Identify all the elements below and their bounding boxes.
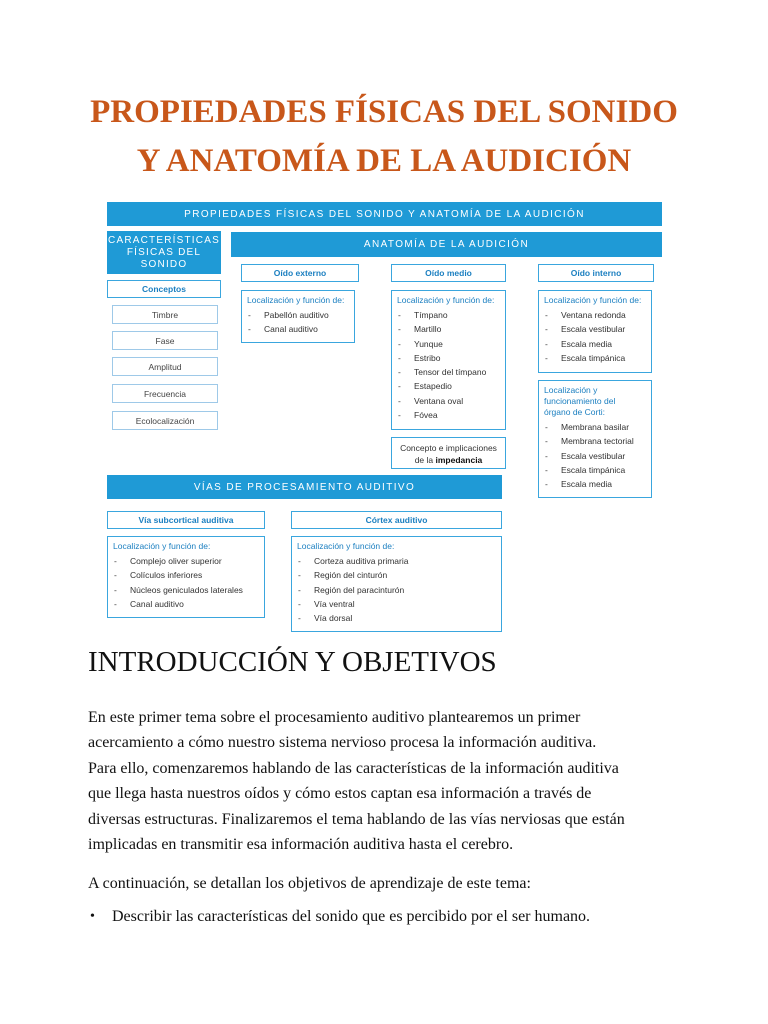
impedancia-box xyxy=(391,437,506,469)
objectives-intro: A continuación, se detallan los objetivos de aprendizaje de este tema: xyxy=(88,875,531,892)
list-item: - Vía ventral xyxy=(298,597,497,611)
list-item: - Escala timpánica xyxy=(545,351,647,365)
list-item: - Región del paracinturón xyxy=(298,583,497,597)
concept-ecolocalizacion: Ecolocalización xyxy=(112,411,218,430)
conceptos-header: Conceptos xyxy=(107,280,221,298)
vias-bar: VÍAS DE PROCESAMIENTO AUDITIVO xyxy=(107,475,502,499)
list-item: - Membrana basilar xyxy=(545,420,647,434)
list-item: - Tímpano xyxy=(398,308,501,322)
concept-fase: Fase xyxy=(112,331,218,350)
concept-timbre: Timbre xyxy=(112,305,218,324)
oido-interno-box xyxy=(538,290,652,373)
objective-bullet: • Describir las características del sonido que es percibido por el ser humano. xyxy=(112,906,590,928)
list-item: - Vía dorsal xyxy=(298,611,497,625)
list-item: - Martillo xyxy=(398,322,501,336)
concept-amplitud: Amplitud xyxy=(112,357,218,376)
list-item: - Escala vestibular xyxy=(545,449,647,463)
list-item: - Complejo oliver superior xyxy=(114,554,260,568)
list-item: - Escala timpánica xyxy=(545,463,647,477)
oido-interno-header: Oído interno xyxy=(538,264,654,282)
list-item: - Escala media xyxy=(545,337,647,351)
section-heading: INTRODUCCIÓN Y OBJETIVOS xyxy=(88,646,497,678)
oido-medio-header: Oído medio xyxy=(391,264,506,282)
oido-externo-header: Oído externo xyxy=(241,264,359,282)
box-title: Localización y función de: xyxy=(113,541,211,551)
box-title: Localización y función de: xyxy=(297,541,395,551)
via-subcortical-header: Vía subcortical auditiva xyxy=(107,511,265,529)
anatomia-bar: ANATOMÍA DE LA AUDICIÓN xyxy=(231,232,662,257)
cortex-auditivo-header: Córtex auditivo xyxy=(291,511,502,529)
cortex-auditivo-box xyxy=(291,536,502,632)
list-item: - Yunque xyxy=(398,337,501,351)
list-item: - Estapedio xyxy=(398,379,501,393)
list-item: - Escala vestibular xyxy=(545,322,647,336)
intro-paragraph: En este primer tema sobre el procesamiento auditivo plantearemos un primer acercamiento a cómo nuestro sistema nervioso procesa la información auditiva. Para ello, comenzaremos hablando de las características de la información auditiva que llega hasta nuestros oídos y cómo estos captan esa información a través de diversas estructuras. Finalizaremos el tema hablando de las vías nerviosas que están implicadas en transmitir esa información auditiva hasta el cerebro. xyxy=(88,709,625,854)
list-item: - Escala media xyxy=(545,477,647,491)
concept-frecuencia: Frecuencia xyxy=(112,384,218,403)
list-item: - Tensor del tímpano xyxy=(398,365,501,379)
box-title: Localización y función de: xyxy=(397,295,495,305)
box-title: Localización y funcionamiento del órgano de Corti: xyxy=(544,385,616,417)
box-title: Localización y función de: xyxy=(247,295,345,305)
via-subcortical-box xyxy=(107,536,265,618)
list-item: - Canal auditivo xyxy=(248,322,350,336)
oido-medio-box xyxy=(391,290,506,430)
list-item: - Fóvea xyxy=(398,408,501,422)
list-item: - Canal auditivo xyxy=(114,597,260,611)
list-item: - Corteza auditiva primaria xyxy=(298,554,497,568)
impedancia-bold: impedancia xyxy=(435,455,483,465)
list-item: - Colículos inferiores xyxy=(114,568,260,582)
list-item: - Región del cinturón xyxy=(298,568,497,582)
list-item: - Núcleos geniculados laterales xyxy=(114,583,260,597)
list-item: - Pabellón auditivo xyxy=(248,308,350,322)
diagram-main-bar: PROPIEDADES FÍSICAS DEL SONIDO Y ANATOMÍA DE LA AUDICIÓN xyxy=(107,202,662,226)
box-title: Localización y función de: xyxy=(544,295,642,305)
impedancia-text: Concepto e implicaciones de la xyxy=(400,443,497,465)
list-item: - Estribo xyxy=(398,351,501,365)
caracteristicas-header: CARACTERÍSTICAS FÍSICAS DEL SONIDO xyxy=(107,231,221,274)
oido-externo-box xyxy=(241,290,355,343)
list-item: - Membrana tectorial xyxy=(545,434,647,448)
title-line-1: PROPIEDADES FÍSICAS DEL SONIDO xyxy=(90,94,678,130)
list-item: - Ventana redonda xyxy=(545,308,647,322)
organo-corti-box xyxy=(538,380,652,498)
title-line-2: Y ANATOMÍA DE LA AUDICIÓN xyxy=(136,143,632,179)
list-item: - Ventana oval xyxy=(398,394,501,408)
